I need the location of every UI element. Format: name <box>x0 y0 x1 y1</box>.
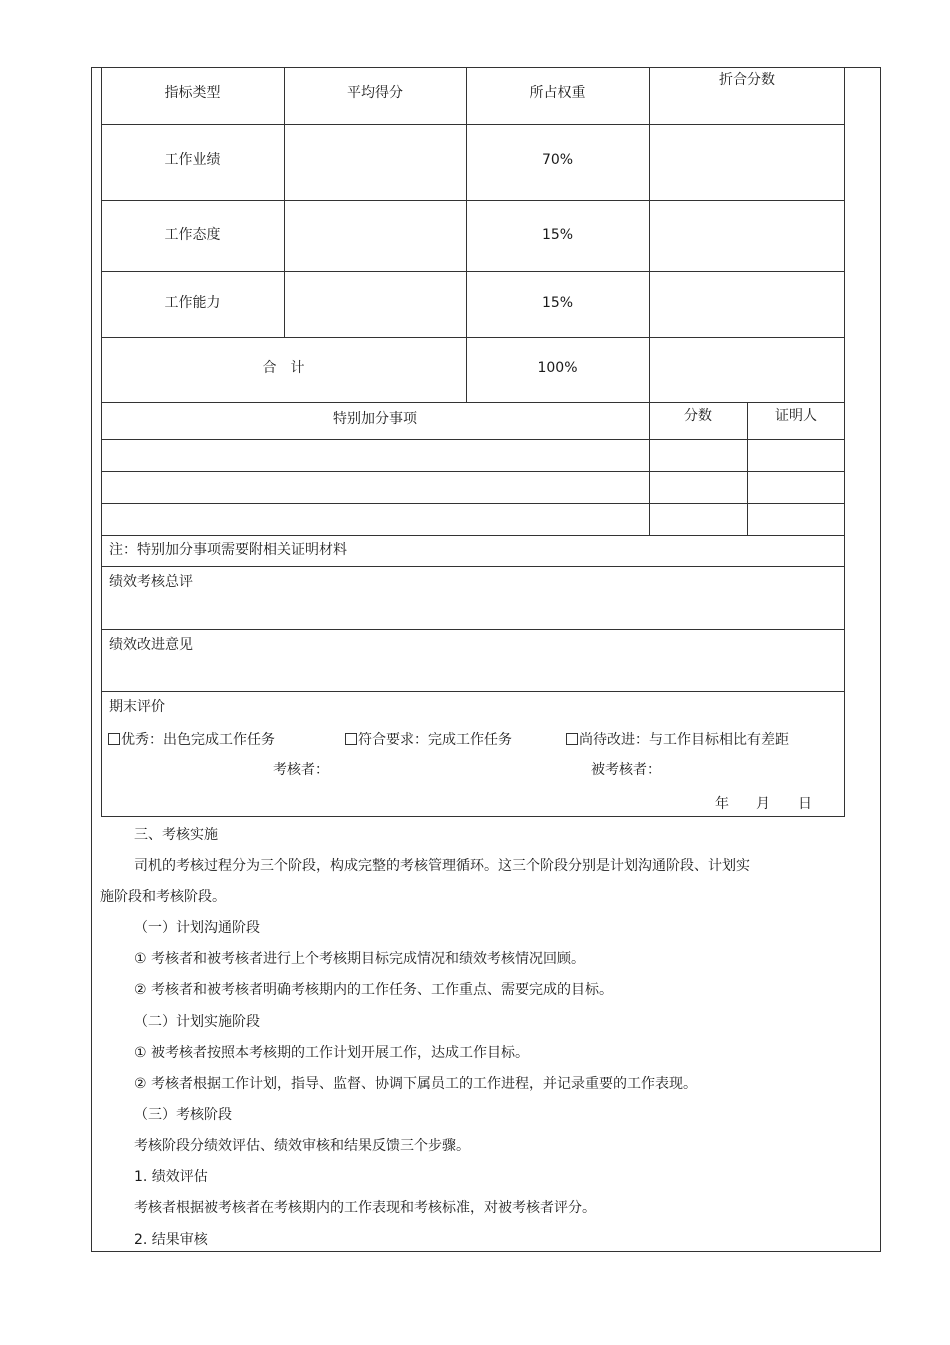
date-month: 月 <box>756 796 770 812</box>
stage-title: （一）计划沟通阶段 <box>134 920 260 936</box>
section-title: 三、考核实施 <box>134 827 218 843</box>
header-weight: 所占权重 <box>529 85 586 101</box>
list-item: ② 考核者根据工作计划，指导、监督、协调下属员工的工作进程，并记录重要的工作表现。 <box>134 1076 697 1092</box>
step-title: 2. 结果审核 <box>134 1232 208 1248</box>
table-rule <box>101 566 845 567</box>
row-type: 工作业绩 <box>164 152 221 168</box>
summary-label: 绩效考核总评 <box>109 574 193 590</box>
step-description: 考核者根据被考核者在考核期内的工作表现和考核标准，对被考核者评分。 <box>134 1200 596 1216</box>
list-item: ② 考核者和被考核者明确考核期内的工作任务、工作重点、需要完成的目标。 <box>134 982 613 998</box>
date-day: 日 <box>798 796 812 812</box>
row-weight: 15% <box>541 227 574 243</box>
row-type: 工作能力 <box>164 295 221 311</box>
table-rule <box>101 439 845 440</box>
option-needs-improvement[interactable]: 尚待改进：与工作目标相比有差距 <box>566 731 789 749</box>
table-rule <box>101 402 845 403</box>
option-excellent[interactable]: 优秀：出色完成工作任务 <box>108 731 275 749</box>
table-rule <box>101 337 845 338</box>
improvement-label: 绩效改进意见 <box>109 637 193 653</box>
table-rule <box>101 200 845 201</box>
table-rule <box>101 471 845 472</box>
step-title: 1. 绩效评估 <box>134 1169 208 1185</box>
checkbox[interactable] <box>108 733 120 745</box>
table-rule <box>101 271 845 272</box>
checkbox[interactable] <box>345 733 357 745</box>
table-rule <box>101 691 845 692</box>
bonus-score-header: 分数 <box>684 408 712 424</box>
list-item: ① 考核者和被考核者进行上个考核期目标完成情况和绩效考核情况回顾。 <box>134 951 585 967</box>
date-year: 年 <box>715 796 729 812</box>
table-rule <box>101 535 845 536</box>
row-weight: 15% <box>541 295 574 311</box>
table-rule <box>649 67 650 535</box>
table-rule <box>101 124 845 125</box>
final-eval-label: 期末评价 <box>109 699 165 715</box>
table-rule <box>284 67 285 337</box>
header-converted-score: 折合分数 <box>719 72 775 88</box>
total-label: 合 计 <box>262 360 305 376</box>
stage-title: （三）考核阶段 <box>134 1107 232 1123</box>
stage-title: （二）计划实施阶段 <box>134 1014 260 1030</box>
evaluation-form-table <box>101 67 845 817</box>
assessee-label: 被考核者： <box>591 762 661 778</box>
bonus-items-header: 特别加分事项 <box>333 411 417 427</box>
header-indicator-type: 指标类型 <box>164 85 221 101</box>
row-weight: 70% <box>541 152 574 168</box>
total-weight: 100% <box>537 360 578 376</box>
list-item: ① 被考核者按照本考核期的工作计划开展工作，达成工作目标。 <box>134 1045 529 1061</box>
table-rule <box>101 629 845 630</box>
bonus-note: 注：特别加分事项需要附相关证明材料 <box>109 542 347 558</box>
table-rule <box>101 503 845 504</box>
stage-description: 考核阶段分绩效评估、绩效审核和结果反馈三个步骤。 <box>134 1138 470 1154</box>
checkbox[interactable] <box>566 733 578 745</box>
intro-paragraph: 司机的考核过程分为三个阶段，构成完整的考核管理循环。这三个阶段分别是计划沟通阶段、计划实 <box>134 858 750 874</box>
option-meets[interactable]: 符合要求：完成工作任务 <box>345 731 512 749</box>
header-average-score: 平均得分 <box>347 85 403 101</box>
row-type: 工作态度 <box>164 227 221 243</box>
bonus-witness-header: 证明人 <box>775 408 817 424</box>
assessor-label: 考核者： <box>273 762 329 778</box>
intro-paragraph-cont: 施阶段和考核阶段。 <box>100 889 226 905</box>
